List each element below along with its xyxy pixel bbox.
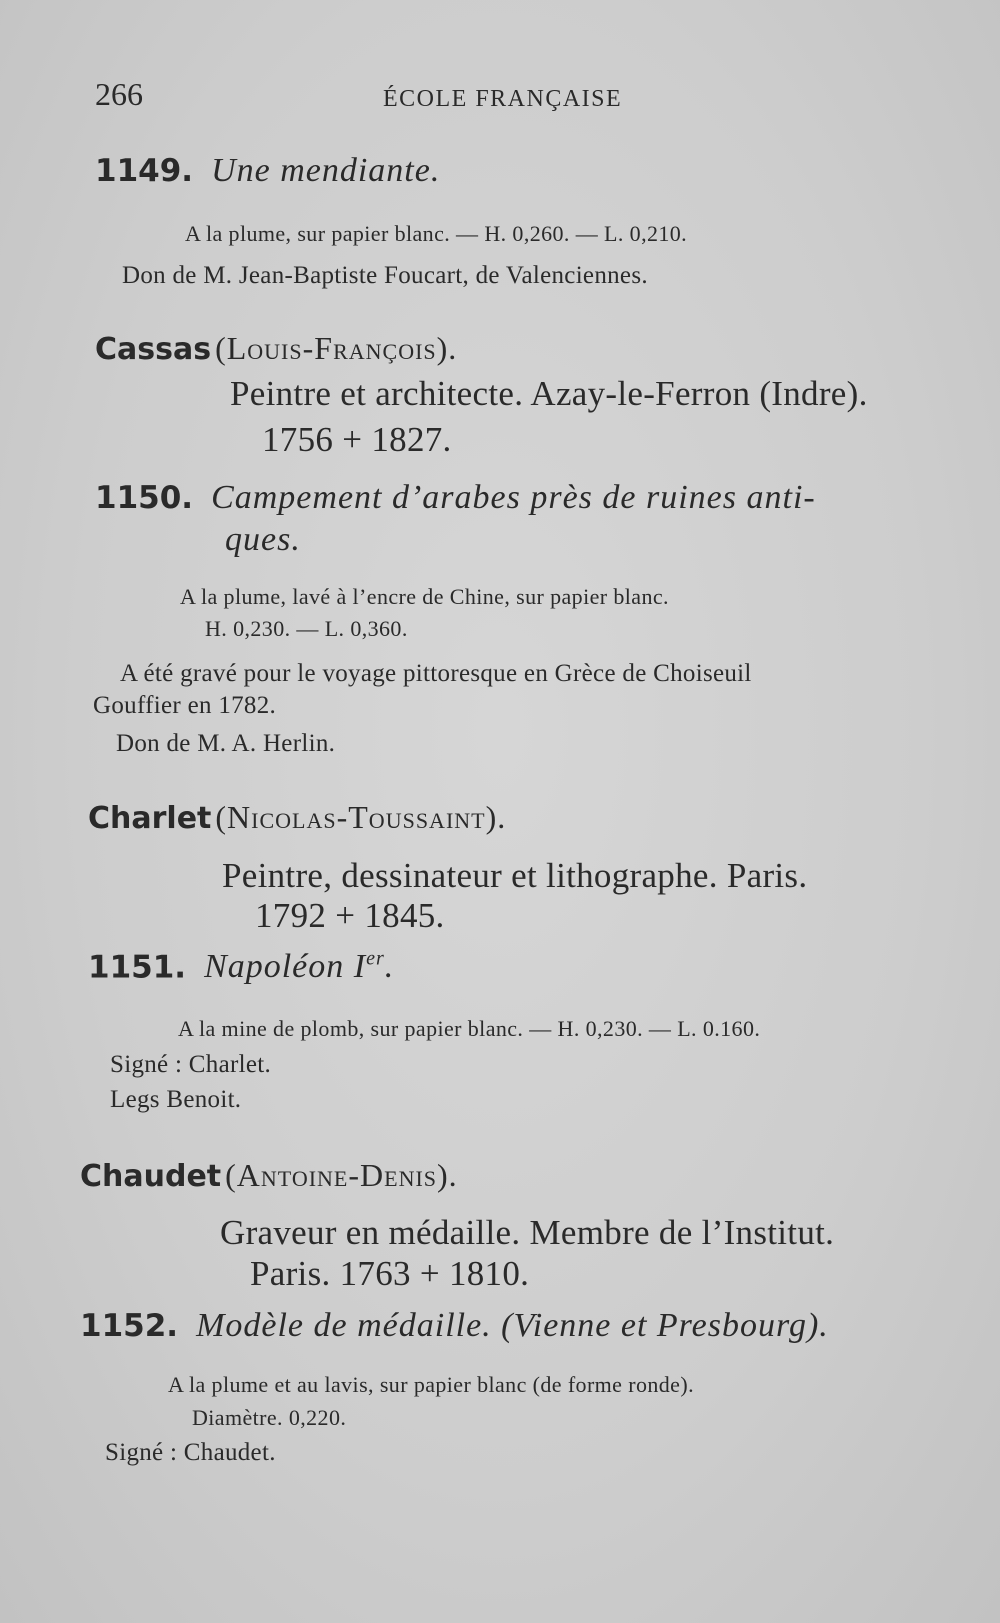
entry-1149-provenance: Don de M. Jean-Baptiste Foucart, de Valenciennes.: [122, 262, 648, 289]
entry-number: 1151.: [88, 949, 187, 986]
entry-1152-technique-line1: A la plume et au lavis, sur papier blanc (de forme ronde).: [168, 1372, 694, 1397]
entry-title: Une mendiante.: [211, 152, 441, 189]
title-superscript: er: [366, 948, 385, 970]
entry-1150-note-line1: A été gravé pour le voyage pittoresque en Grèce de Choiseuil: [120, 660, 752, 687]
entry-1150-provenance: Don de M. A. Herlin.: [116, 730, 336, 757]
entry-1151-heading: [88, 948, 394, 986]
entry-1150-technique-line2: H. 0,230. — L. 0,360.: [205, 616, 408, 641]
artist-chaudet-bio-line1: Graveur en médaille. Membre de l’Institut.: [220, 1213, 835, 1252]
artist-surname: Chaudet: [80, 1159, 222, 1194]
artist-surname: Charlet: [88, 801, 212, 836]
entry-title: Campement d’arabes près de ruines anti-: [211, 479, 816, 516]
artist-charlet-bio-line2: 1792 + 1845.: [255, 896, 445, 935]
entry-1150-technique-line1: A la plume, lavé à l’encre de Chine, sur papier blanc.: [180, 584, 669, 609]
entry-1150-heading: [95, 479, 816, 517]
artist-given-names: (Louis-François).: [215, 330, 458, 366]
entry-1149-heading: [95, 152, 440, 190]
entry-1149-technique: A la plume, sur papier blanc. — H. 0,260. — L. 0,210.: [185, 221, 688, 246]
page-number: 266: [95, 76, 143, 112]
entry-1151-technique: A la mine de plomb, sur papier blanc. — H. 0,230. — L. 0.160.: [178, 1016, 761, 1041]
entry-number: 1150.: [95, 480, 194, 516]
entry-1150-note-line2: Gouffier en 1782.: [93, 692, 277, 719]
artist-cassas-bio-line1: Peintre et architecte. Azay-le-Ferron (Indre).: [230, 374, 868, 413]
entry-1152-heading: [80, 1307, 829, 1345]
artist-charlet-heading: [88, 799, 506, 836]
artist-cassas-heading: [95, 330, 457, 367]
entry-1151-provenance: Legs Benoit.: [110, 1086, 242, 1113]
entry-1150-title-continued: ques.: [225, 521, 301, 558]
entry-1151-signed: Signé : Charlet.: [110, 1051, 272, 1078]
artist-chaudet-bio-line2: Paris. 1763 + 1810.: [250, 1254, 530, 1293]
running-title: ÉCOLE FRANÇAISE: [383, 86, 623, 112]
artist-cassas-bio-line2: 1756 + 1827.: [262, 420, 452, 459]
artist-charlet-bio-line1: Peintre, dessinateur et lithographe. Paris.: [222, 856, 808, 895]
entry-title: Napoléon Ier.: [204, 948, 395, 986]
artist-chaudet-heading: [80, 1157, 458, 1194]
entry-number: 1149.: [95, 153, 194, 189]
entry-title: Modèle de médaille. (Vienne et Presbourg).: [196, 1307, 829, 1344]
entry-1152-signed: Signé : Chaudet.: [105, 1439, 276, 1466]
artist-surname: Cassas: [95, 332, 212, 367]
artist-given-names: (Antoine-Denis).: [225, 1157, 458, 1193]
entry-number: 1152.: [80, 1308, 179, 1344]
entry-1152-technique-line2: Diamètre. 0,220.: [192, 1405, 347, 1430]
artist-given-names: (Nicolas-Toussaint).: [215, 799, 507, 835]
